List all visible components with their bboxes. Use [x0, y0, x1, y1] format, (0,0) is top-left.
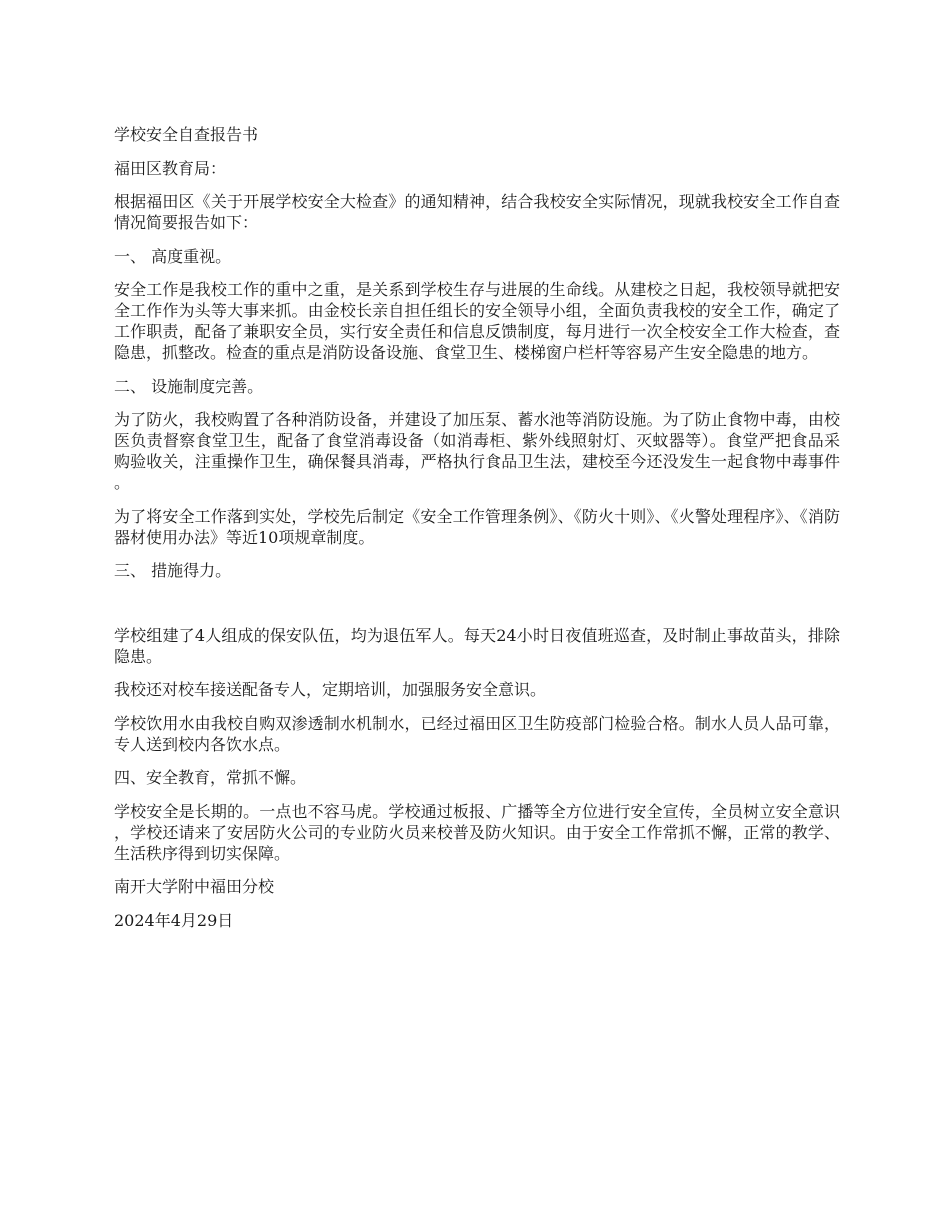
section-4-paragraph: 学校安全是长期的。一点也不容马虎。学校通过板报、广播等全方位进行安全宣传，全员树立安全意识，学校还请来了安居防火公司的专业防火员来校普及防火知识。由于安全工作常抓不懈，正常的教学、生活秩序得到切实保障。 [114, 801, 840, 863]
section-heading-4: 四、安全教育，常抓不懈。 [114, 768, 307, 787]
section-heading-1: 一、 高度重视。 [114, 246, 232, 266]
section-heading-3: 三、 措施得力。 [114, 561, 232, 580]
section-heading-2: 二、 设施制度完善。 [114, 376, 264, 396]
addressee: 福田区教育局： [114, 158, 227, 178]
date: 2024年4月29日 [114, 910, 234, 930]
intro-paragraph: 根据福田区《关于开展学校安全大检查》的通知精神，结合我校安全实际情况，现就我校安全工作自查情况简要报告如下： [114, 192, 840, 232]
section-2-paragraph-1: 为了防火，我校购置了各种消防设备，并建设了加压泵、蓄水池等消防设施。为了防止食物中毒，由校医负责督察食堂卫生，配备了食堂消毒设备（如消毒柜、紫外线照射灯、灭蚊器等）。食堂严把食品采购验收关，注重操作卫生，确保餐具消毒，严格执行食品卫生法，建校至今还没发生一起食物中毒事件。 [114, 410, 840, 492]
blank-spacer [114, 594, 840, 625]
section-3-paragraph-1: 学校组建了4人组成的保安队伍，均为退伍军人。每天24小时日夜值班巡查，及时制止事故苗头，排除隐患。 [114, 625, 840, 666]
section-3-paragraph-3: 学校饮用水由我校自购双渗透制水机制水，已经过福田区卫生防疫部门检验合格。制水人员人品可靠，专人送到校内各饮水点。 [114, 713, 840, 754]
signature: 南开大学附中福田分校 [114, 877, 275, 896]
section-2-paragraph-2: 为了将安全工作落到实处，学校先后制定《安全工作管理条例》、《防火十则》、《火警处理程序》、《消防器材使用办法》等近10项规章制度。 [114, 506, 840, 547]
document-page [114, 124, 840, 943]
document-title: 学校安全自查报告书 [114, 125, 259, 144]
section-1-paragraph: 安全工作是我校工作的重中之重，是关系到学校生存与进展的生命线。从建校之日起，我校领导就把安全工作作为头等大事来抓。由金校长亲自担任组长的安全领导小组，全面负责我校的安全工作，确定了工作职责，配备了兼职安全员，实行安全责任和信息反馈制度，每月进行一次全校安全工作大检查，查隐患，抓整改。检查的重点是消防设备设施、食堂卫生、楼梯窗户栏杆等容易产生安全隐患的地方。 [114, 280, 840, 362]
section-3-paragraph-2: 我校还对校车接送配备专人，定期培训，加强服务安全意识。 [114, 680, 547, 699]
